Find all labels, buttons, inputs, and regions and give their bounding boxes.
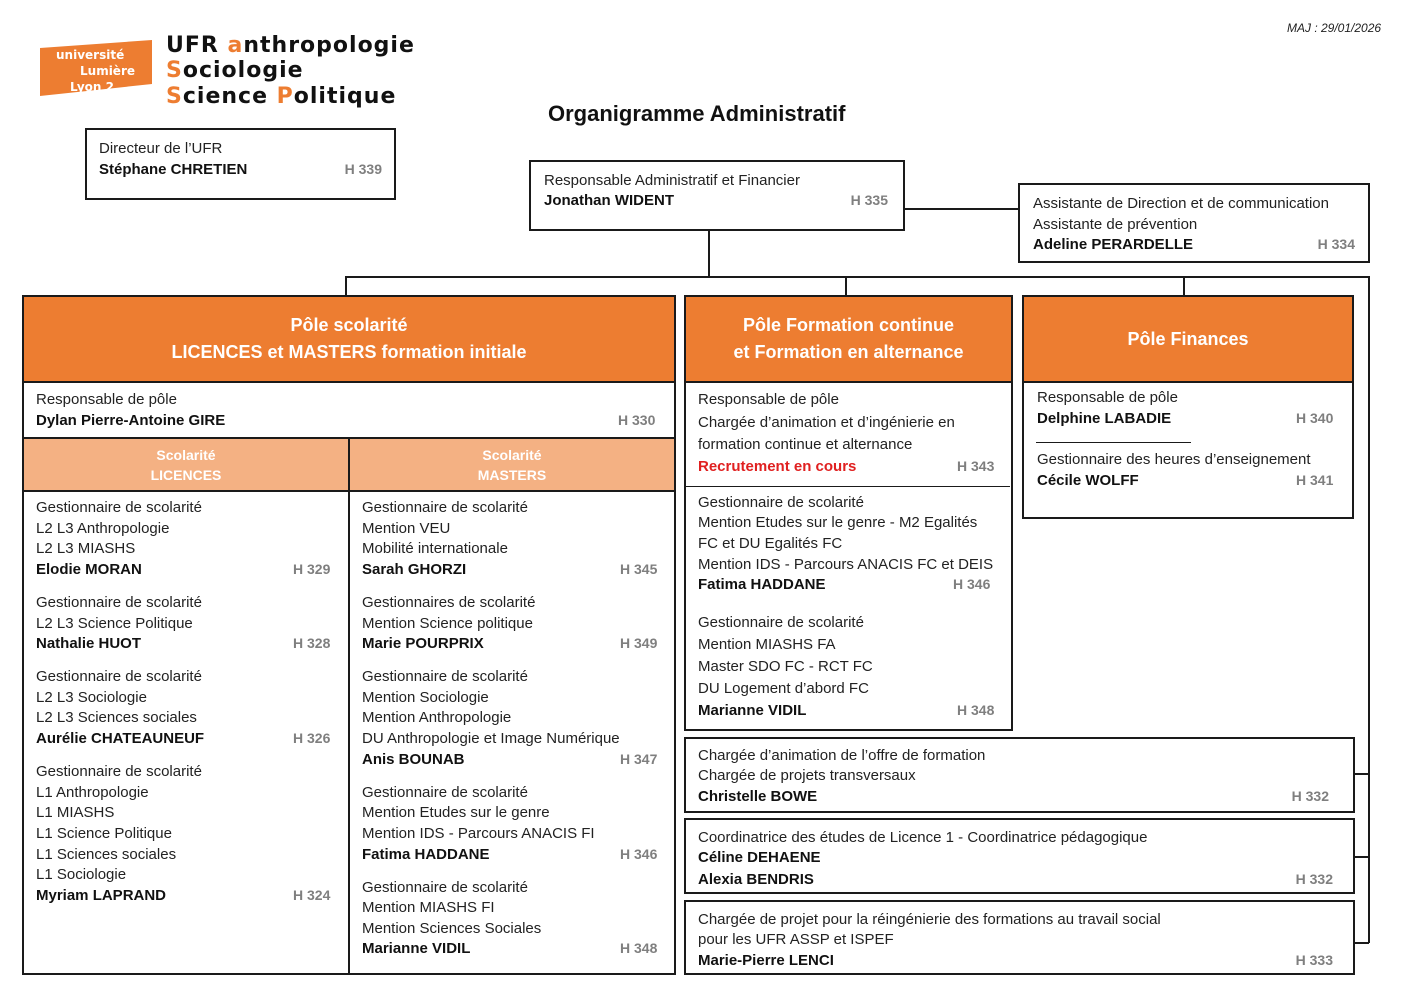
bowe-box: [684, 737, 1355, 813]
assistante-name: Adeline PERARDELLE: [1033, 236, 1194, 253]
coord-name-2: Alexia BENDRIS: [698, 871, 814, 888]
lenci-name: Marie-Pierre LENCI: [698, 952, 834, 969]
mas-1-name: Marie POURPRIX: [362, 635, 484, 652]
mas-1-room: H 349: [620, 635, 658, 651]
mas-4-name: Marianne VIDIL: [362, 940, 471, 957]
mas-4-line-2: Mention Sciences Sociales: [362, 920, 542, 937]
lic-3-name: Myriam LAPRAND: [36, 887, 167, 904]
mas-2-room: H 347: [620, 751, 658, 767]
lic-2-line-2: L2 L3 Sciences sociales: [36, 709, 197, 726]
fc-resp-line-2: formation continue et alternance: [698, 436, 913, 453]
connector-scol: [345, 276, 347, 296]
lic-2-line-1: L2 L3 Sociologie: [36, 689, 147, 706]
raf-room: H 335: [850, 192, 888, 208]
coord-box: [684, 818, 1355, 894]
coord-role: Coordinatrice des études de Licence 1 - Coordinatrice pédagogique: [698, 829, 1148, 846]
lic-1-room: H 328: [293, 635, 331, 651]
assistante-room: H 334: [1317, 236, 1355, 252]
page-title: Organigramme Administratif: [548, 101, 846, 126]
lic-0-line-2: L2 L3 MIASHS: [36, 540, 136, 557]
licences-header-1: Scolarité: [156, 446, 216, 463]
fc-g1-line-1: Mention Etudes sur le genre - M2 Egalités: [698, 514, 978, 531]
directeur-name: Stéphane CHRETIEN: [99, 161, 248, 178]
mas-4-line-1: Mention MIASHS FI: [362, 899, 495, 916]
mas-3-name: Fatima HADDANE: [362, 846, 490, 863]
assistante-role-1: Assistante de Direction et de communication: [1033, 195, 1329, 212]
fin-g-room: H 341: [1296, 472, 1334, 488]
pole-fc-title-1: Pôle Formation continue: [742, 315, 954, 335]
scol-resp-role: Responsable de pôle: [36, 391, 177, 408]
pole-finances-header: [1022, 295, 1354, 383]
masters-header-1: Scolarité: [482, 446, 542, 463]
mas-4-line-0: Gestionnaire de scolarité: [362, 879, 528, 896]
lic-3-room: H 324: [293, 887, 331, 903]
fin-g-role: Gestionnaire des heures d’enseignement: [1037, 451, 1311, 468]
mas-3-room: H 346: [620, 846, 658, 862]
pole-finances-title: Pôle Finances: [1127, 328, 1249, 349]
fc-resp-line-1: Chargée d’animation et d’ingénierie en: [698, 414, 955, 431]
fin-g-name: Cécile WOLFF: [1037, 472, 1139, 489]
lic-0-name: Elodie MORAN: [36, 561, 142, 578]
connector-bowe: [1354, 773, 1369, 775]
bowe-name: Christelle BOWE: [698, 788, 818, 805]
raf-box: [529, 160, 905, 231]
mas-0-line-0: Gestionnaire de scolarité: [362, 499, 528, 516]
lic-3-line-4: L1 Sciences sociales: [36, 846, 177, 863]
coord-name-1: Céline DEHAENE: [698, 849, 821, 866]
masters-header-2: MASTERS: [477, 466, 547, 483]
assistante-box: [1018, 183, 1370, 263]
masters-header: [350, 439, 674, 490]
pole-fc-title-2: et Formation en alternance: [733, 342, 964, 362]
mas-1-line-1: Mention Science politique: [362, 615, 533, 632]
lic-1-name: Nathalie HUOT: [36, 635, 142, 652]
update-date: MAJ : 29/01/2026: [1287, 21, 1382, 35]
scol-resp-name: Dylan Pierre-Antoine GIRE: [36, 412, 226, 429]
mas-3-line-2: Mention IDS - Parcours ANACIS FI: [362, 825, 595, 842]
lic-0-line-1: L2 L3 Anthropologie: [36, 520, 170, 537]
licences-header: [24, 439, 348, 490]
fc-resp-room: H 343: [957, 458, 995, 474]
fc-g2-room: H 348: [957, 702, 995, 718]
university-logo: [40, 40, 152, 96]
fc-g1-room: H 346: [953, 576, 991, 592]
mas-0-name: Sarah GHORZI: [362, 561, 467, 578]
lenci-room: H 333: [1295, 952, 1333, 968]
connector-raf-assistante: [905, 208, 1018, 210]
mas-0-line-1: Mention VEU: [362, 520, 451, 537]
mas-1-line-0: Gestionnaires de scolarité: [362, 594, 536, 611]
connector-right-vertical: [1368, 276, 1370, 943]
svg-text:Lumière: Lumière: [80, 64, 136, 78]
mas-2-name: Anis BOUNAB: [362, 751, 465, 768]
licences-header-2: LICENCES: [150, 466, 222, 483]
fc-g2-line-3: DU Logement d’abord FC: [698, 680, 869, 697]
bowe-room: H 332: [1291, 788, 1329, 804]
fc-resp-line-0: Responsable de pôle: [698, 391, 839, 408]
pole-scolarite-header: [22, 295, 676, 383]
divider-fc: [686, 486, 1010, 487]
lic-3-line-2: L1 MIASHS: [36, 804, 115, 821]
mas-2-line-2: Mention Anthropologie: [362, 709, 512, 726]
fc-recrutement: Recrutement en cours: [698, 458, 857, 475]
bowe-role-1: Chargée d’animation de l’offre de formation: [698, 747, 986, 764]
scol-resp-room: H 330: [618, 412, 656, 428]
lic-3-line-1: L1 Anthropologie: [36, 784, 149, 801]
connector-horizontal: [345, 276, 1369, 278]
fc-g1-line-3: Mention IDS - Parcours ANACIS FC et DEIS: [698, 556, 994, 573]
svg-text:Lyon 2: Lyon 2: [70, 80, 114, 94]
fin-resp-room: H 340: [1296, 410, 1334, 426]
connector-raf-down: [708, 231, 710, 277]
connector-fin: [1183, 276, 1185, 296]
pole-fc-header: [684, 295, 1013, 383]
mas-0-room: H 345: [620, 561, 658, 577]
lic-0-room: H 329: [293, 561, 331, 577]
directeur-role: Directeur de l’UFR: [99, 140, 223, 157]
pole-scolarite-title-1: Pôle scolarité: [290, 315, 408, 335]
mas-3-line-0: Gestionnaire de scolarité: [362, 784, 528, 801]
mas-2-line-3: DU Anthropologie et Image Numérique: [362, 730, 620, 747]
lic-1-line-0: Gestionnaire de scolarité: [36, 594, 202, 611]
raf-role: Responsable Administratif et Financier: [544, 172, 800, 189]
fc-g1-name: Fatima HADDANE: [698, 576, 826, 593]
directeur-box: [85, 128, 396, 200]
svg-text:université: université: [56, 48, 125, 62]
fc-g1-line-0: Gestionnaire de scolarité: [698, 494, 864, 511]
lic-3-line-5: L1 Sociologie: [36, 866, 127, 883]
fin-resp-name: Delphine LABADIE: [1037, 410, 1172, 427]
raf-name: Jonathan WIDENT: [544, 192, 674, 209]
connector-lenci: [1354, 942, 1369, 944]
fc-g2-name: Marianne VIDIL: [698, 702, 807, 719]
assistante-role-2: Assistante de prévention: [1033, 216, 1198, 233]
pole-scolarite-title-2: LICENCES et MASTERS formation initiale: [171, 342, 527, 362]
lic-3-line-3: L1 Science Politique: [36, 825, 172, 842]
lenci-role-2: pour les UFR ASSP et ISPEF: [698, 931, 894, 948]
divider-scol-columns: [348, 437, 350, 974]
coord-room: H 332: [1295, 871, 1333, 887]
fc-g2-line-1: Mention MIASHS FA: [698, 636, 836, 653]
lic-1-line-1: L2 L3 Science Politique: [36, 615, 193, 632]
divider-fin: [1036, 442, 1191, 443]
lic-2-line-0: Gestionnaire de scolarité: [36, 668, 202, 685]
mas-4-room: H 348: [620, 940, 658, 956]
directeur-room: H 339: [344, 161, 382, 177]
fin-resp-role: Responsable de pôle: [1037, 389, 1178, 406]
connector-fc: [845, 276, 847, 296]
lenci-role-1: Chargée de projet pour la réingénierie des formations au travail social: [698, 911, 1161, 928]
mas-2-line-1: Mention Sociologie: [362, 689, 489, 706]
lenci-box: [684, 900, 1355, 975]
fc-g1-line-2: FC et DU Egalités FC: [698, 535, 843, 552]
lic-2-name: Aurélie CHATEAUNEUF: [36, 730, 205, 747]
fc-g2-line-2: Master SDO FC - RCT FC: [698, 658, 873, 675]
lic-3-line-0: Gestionnaire de scolarité: [36, 763, 202, 780]
lic-2-room: H 326: [293, 730, 331, 746]
fc-g2-line-0: Gestionnaire de scolarité: [698, 614, 864, 631]
mas-2-line-0: Gestionnaire de scolarité: [362, 668, 528, 685]
lic-0-line-0: Gestionnaire de scolarité: [36, 499, 202, 516]
connector-coord: [1354, 856, 1369, 858]
mas-0-line-2: Mobilité internationale: [362, 540, 508, 557]
mas-3-line-1: Mention Etudes sur le genre: [362, 804, 550, 821]
bowe-role-2: Chargée de projets transversaux: [698, 767, 916, 784]
